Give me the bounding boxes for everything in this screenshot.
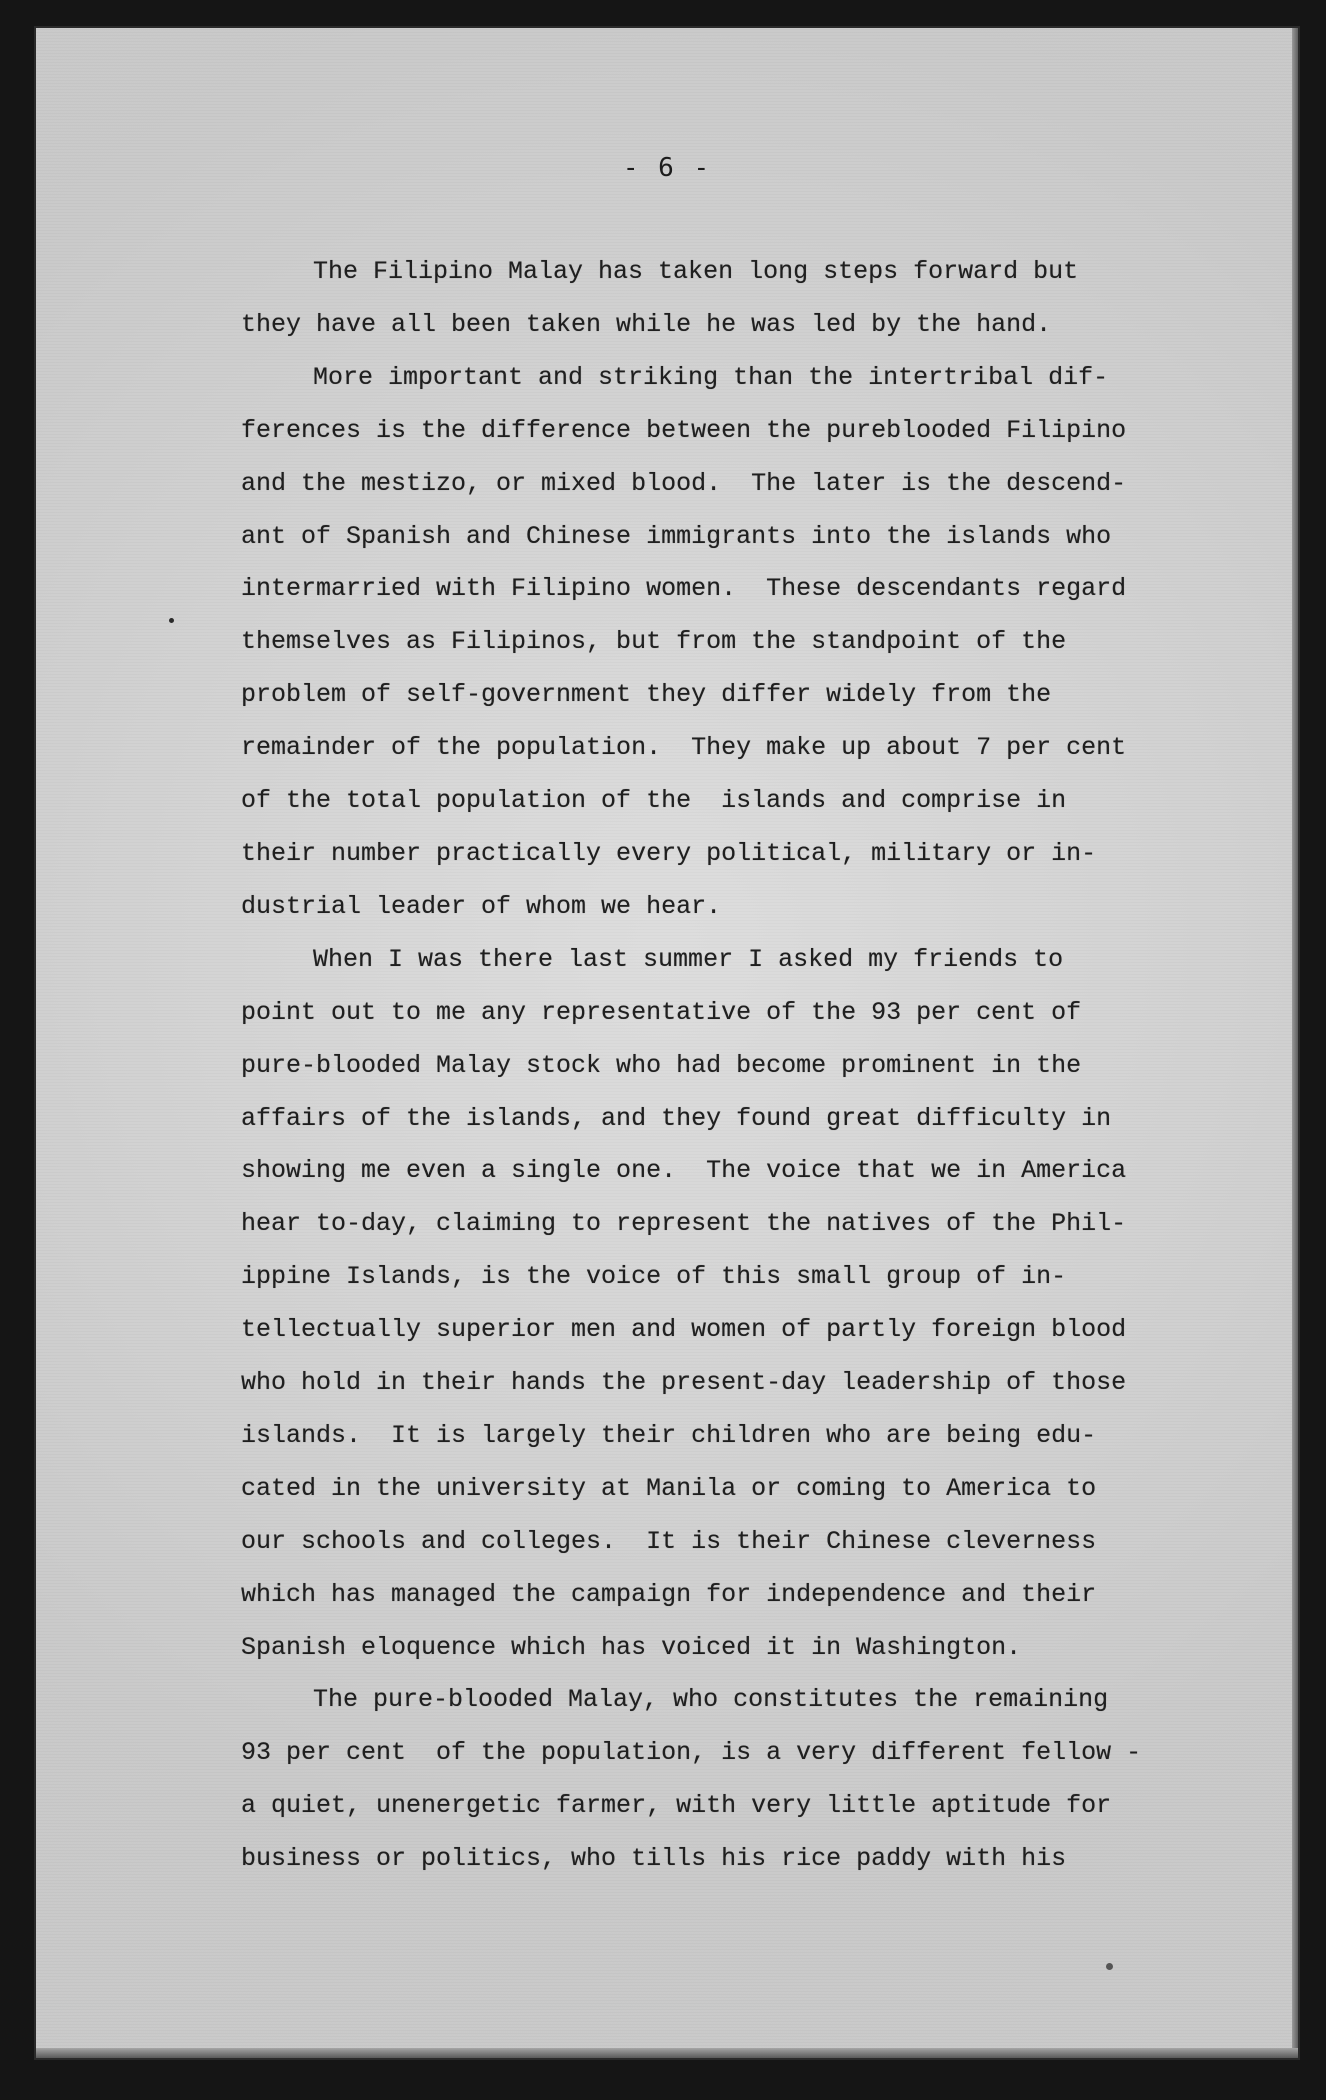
text-line: islands. It is largely their children who are being edu-	[241, 1420, 1097, 1450]
ink-speck	[1106, 1963, 1113, 1970]
text-line: ant of Spanish and Chinese immigrants into the islands who	[241, 521, 1112, 551]
text-line: who hold in their hands the present-day leadership of those	[241, 1368, 1127, 1398]
typewritten-page	[36, 28, 1298, 2058]
text-line: tellectually superior men and women of partly foreign blood	[241, 1315, 1127, 1345]
text-line: which has managed the campaign for independence and their	[241, 1579, 1097, 1609]
text-line: ippine Islands, is the voice of this small group of in-	[241, 1262, 1067, 1292]
text-line: intermarried with Filipino women. These descendants regard	[241, 574, 1127, 604]
text-line: Spanish eloquence which has voiced it in Washington.	[241, 1632, 1022, 1662]
text-line: hear to-day, claiming to represent the natives of the Phil-	[241, 1209, 1127, 1239]
text-line: themselves as Filipinos, but from the standpoint of the	[241, 627, 1067, 657]
text-line: The pure-blooded Malay, who constitutes the remaining	[313, 1685, 1109, 1715]
text-line: pure-blooded Malay stock who had become prominent in the	[241, 1050, 1082, 1080]
text-line: ferences is the difference between the pureblooded Filipino	[241, 415, 1127, 445]
body-text	[241, 246, 1206, 1886]
text-line: dustrial leader of whom we hear.	[241, 891, 722, 921]
text-line: a quiet, unenergetic farmer, with very little aptitude for	[241, 1791, 1112, 1821]
text-line: they have all been taken while he was led by the hand.	[241, 309, 1052, 339]
text-line: our schools and colleges. It is their Chinese cleverness	[241, 1526, 1097, 1556]
page-edge-right	[1292, 28, 1298, 2058]
text-line: point out to me any representative of the 93 per cent of	[241, 997, 1082, 1027]
text-line: business or politics, who tills his rice paddy with his	[241, 1844, 1067, 1874]
text-line: More important and striking than the intertribal dif-	[313, 362, 1109, 392]
text-line: showing me even a single one. The voice that we in America	[241, 1156, 1127, 1186]
text-line: cated in the university at Manila or coming to America to	[241, 1473, 1097, 1503]
text-line: and the mestizo, or mixed blood. The later is the descend-	[241, 468, 1127, 498]
text-line: their number practically every political, military or in-	[241, 838, 1097, 868]
text-line: affairs of the islands, and they found great difficulty in	[241, 1103, 1112, 1133]
text-line: remainder of the population. They make up about 7 per cent	[241, 733, 1127, 763]
page-number: - 6 -	[622, 153, 712, 183]
text-line: When I was there last summer I asked my friends to	[313, 944, 1064, 974]
ink-speck	[169, 618, 174, 623]
text-line: 93 per cent of the population, is a very different fellow -	[241, 1738, 1142, 1768]
text-line: The Filipino Malay has taken long steps forward but	[313, 257, 1079, 286]
page-edge-bottom	[36, 2048, 1298, 2058]
text-line: of the total population of the islands and comprise in	[241, 786, 1067, 816]
text-line: problem of self-government they differ widely from the	[241, 680, 1052, 710]
